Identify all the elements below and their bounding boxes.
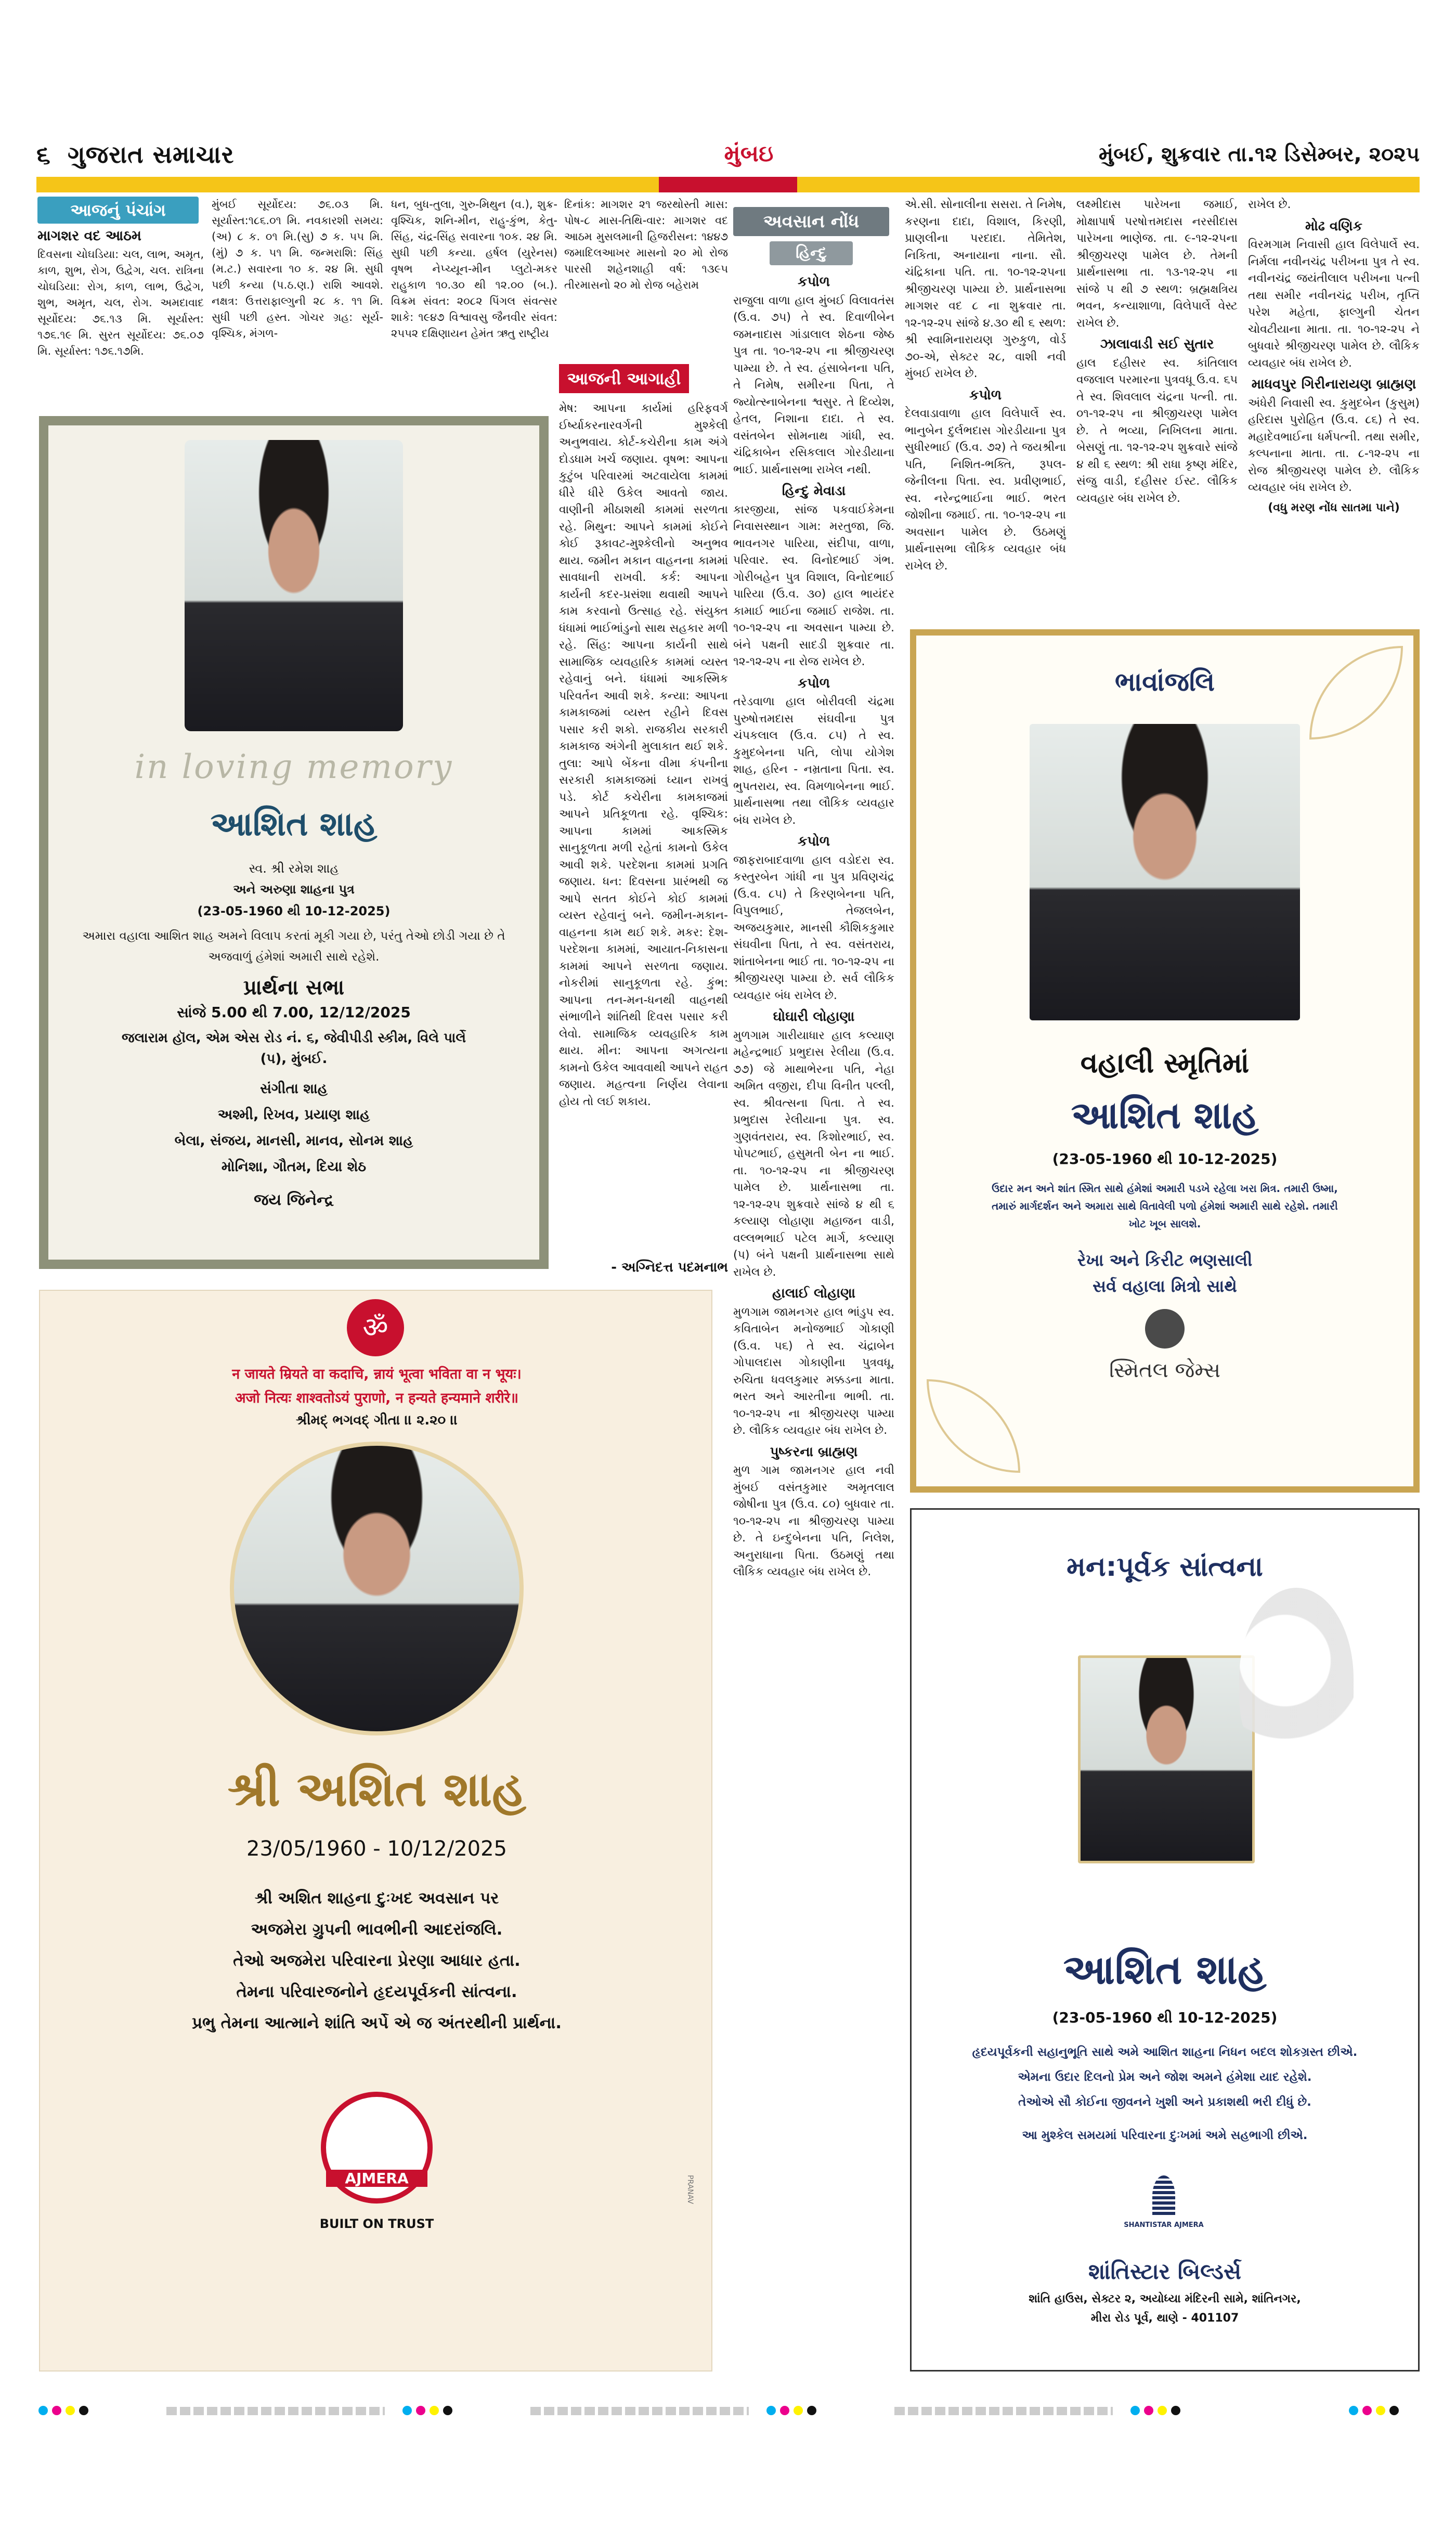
obituary-category: મોઢ વણિક	[1305, 218, 1362, 234]
shantistar-logo	[1124, 2175, 1204, 2243]
obituary-entry: લક્ષ્મીદાસ પારેખના જમાઈ, મોક્ષાપાર્ષ પરષોત્તમદાસ નરસીદાસ પારેખના ભાણેજ. તા. ૯-૧૨-૨૫ના શ્રીજીચરણ પામેલ છે. તેમની પ્રાર્થનાસભા તા. ૧૩-૧૨-૨૫ ના સાંજે ૫ થી ૭ સ્થળ: બ્રહ્મક્ષત્રિય ભવન, કન્યાશાળા, વિલેપાર્લે વેસ્ટ રાખેલ છે.	[1076, 198, 1238, 330]
tribute-line: અજમેરા ગ્રુપની ભાવભીની આદરાંજલિ.	[251, 1920, 503, 1939]
page-number: ૬	[36, 140, 50, 170]
obituary-category: માધવપુર ગિરીનારાયણ બ્રાહ્મણ	[1251, 377, 1416, 392]
lily-flower-icon	[1239, 1588, 1354, 1770]
obituary-entry: અંધેરી નિવાસી સ્વ. કુમુદબેન (કુસુમ) હરિદાસ પુરોહિત (ઉ.વ. ૮૬) તે સ્વ. મહાદેવભાઈના ધર્મપત્ની. તથા સમીર, કલ્પનાના માતા. તા. ૮-૧૨-૨૫ ના રોજ શ્રીજીચરણ પામેલ છે. લૌકિક વ્યવહાર બંધ રાખેલ છે.	[1248, 396, 1420, 494]
shloka-line: न जायते म्रियते वा कदाचि, न्नायं भूत्वा भविता वा न भूयः।	[232, 1366, 522, 1382]
panchang-section	[37, 197, 557, 410]
prayer-meeting-place: જલારામ હૉલ, એમ એસ રોડ નં. ૬, જેવીપીડી સ્કીમ, વિલે પાર્લે (પ), મુંબઈ.	[122, 1030, 466, 1067]
registration-strip	[530, 2407, 749, 2415]
obituary-entry: જાફરાબાદવાળા હાલ વડોદરા સ્વ. કસ્તુરબેન ગાંધી ના પુત્ર પ્રવિણચંદ્ર (ઉ.વ. ૮૫) તે કિરણબેનના પતિ, વિપુલભાઈ, તેજલબેન, અજયકુમાર, માનસી કૌશિકકુમાર સંઘવીના પિતા, તે સ્વ. વસંતરાય, શાંતાબેનના ભાઈ તા. ૧૦-૧૨-૨૫ ના શ્રીજીચરણ પામ્યા છે. સર્વ લૌકિક વ્યવહાર બંધ રાખેલ છે.	[733, 853, 894, 1002]
tribute-line: શ્રી અશિત શાહના દુઃખદ અવસાન પર	[254, 1889, 499, 1908]
prayer-meeting-title: પ્રાર્થના સભા	[243, 976, 345, 1000]
print-registration-bar	[36, 2402, 1420, 2422]
obituary-category: પુષ્કરના બ્રાહ્મણ	[770, 1444, 858, 1460]
obituary-category: કપોળ	[797, 834, 830, 849]
tribute-line: હૃદયપૂર્વકની સહાનુભૂતિ સાથે અમે આશિત શાહના નિધન બદલ શોકગ્રસ્ત છીએ.	[972, 2045, 1358, 2059]
newspaper-name: ગુજરાત સમાચાર	[68, 140, 235, 169]
obituary-entry: હાલ દહીસર સ્વ. કાંતિલાલ વજલાલ પરમારના પુત્રવધૂ ઉ.વ. ૬૫ તે સ્વ. શિવલાલ ચંદ્રના પત્ની. તા. ૦૧-૧૨-૨૫ ના શ્રીજીચરણ પામેલ છે. તે ભવ્યા, નિખિલના માતા. બેસણું તા. ૧૨-૧૨-૨૫ શુક્રવારે સાંજે ૪ થી ૬ સ્થળ: શ્રી રાધા કૃષ્ણ મંદિર, સંજુ વાડી, દહીસર ઈસ્ટ. લૌકિક વ્યવહાર બંધ રાખેલ છે.	[1076, 356, 1238, 505]
registration-strip	[166, 2407, 385, 2415]
obituary-entry: તરેડવાળા હાલ બોરીવલી ચંદ્રમા પુરુષોત્તમદાસ સંઘવીના પુત્ર ચંપકલાલ (ઉ.વ. ૮૫) તે સ્વ. કુમુદબેનના પતિ, લોપા યોગેશ શાહ, હરિન - નમ્રતાના પિતા. સ્વ. ભુપતરાય, સ્વ. વિમળાબેનના ભાઈ. પ્રાર્થનાસભા તથા લૌકિક વ્યવહાર બંધ રાખેલ છે.	[733, 695, 894, 827]
obituary-column-3	[1076, 197, 1238, 623]
horoscope-title: આજની આગાહી	[559, 364, 689, 393]
floral-ornament-icon	[927, 1379, 1020, 1473]
obituary-category: ઝાલાવાડી સઈ સુતાર	[1100, 336, 1214, 352]
tribute-line: તેઓ અજમેરા પરિવારના પ્રેરણા આધાર હતા.	[233, 1951, 521, 1970]
tribute-dates: 23/05/1960 - 10/12/2025	[246, 1837, 507, 1861]
registration-dots	[764, 2406, 818, 2417]
obituary-subtitle: હિન્દુ	[770, 241, 853, 265]
tribute-message: ઉદાર મન અને શાંત સ્મિત સાથે હંમેશાં અમારી પડખે રહેલા ખરા મિત્ર. તમારી ઉષ્મા, તમારું માર્ગદર્શન અને અમારા સાથે વિતાવેલી પળો હંમેશાં અમારી સાથે રહેશે. તમારી ખોટ ખૂબ સાલશે.	[992, 1182, 1338, 1230]
tribute-dates: (23-05-1960 થી 10-12-2025)	[1052, 2009, 1278, 2026]
tribute-ad-memory	[39, 416, 549, 1269]
panchang-title: આજનું પંચાંગ	[37, 197, 199, 224]
prayer-meeting-time: સાંજે 5.00 થી 7.00, 12/12/2025	[177, 1004, 411, 1021]
horoscope-text: મેષ: આપના કાર્યમાં હરિફવર્ગ ઈર્ષ્યાકરનારવર્ગની મુશ્કેલી અનુભવાય. કોર્ટ-કચેરીના કામ અંગે દોડધામ ખર્ચ જણાય. વૃષભ: આપના કુટુંબ પરિવારમાં અટવાયેલા કામમાં ધીરે ધીરે ઉકેલ આવતો જાય. વાણીની મીઠાશથી કામમાં સરળતા રહે. મિથુન: આપને કામમાં કોઈને કોઈ રૂકાવટ-મુશ્કેલીનો અનુભવ થાય. જમીન મકાન વાહનના કામમાં સાવધાની રાખવી. કર્ક: આપના કાર્યની કદર-પ્રસંશા થવાથી આપને કામ કરવાનો ઉત્સાહ રહે. સંયુક્ત ધંધામાં ભાઈભાંડુનો સાથ સહકાર મળી રહે. સિંહ: આપના કાર્યની સાથે સામાજિક વ્યવહારિક કામમાં વ્યસ્ત રહેવાનું બને. ધંધામાં આકસ્મિક પરિવર્તન આવી શકે. કન્યા: આપના કામકાજમાં વ્યસ્ત રહીને દિવસ પસાર કરી શકો. રાજકીય સરકારી કામકાજ અંગેની મુલાકાત થઈ શકે. તુલા: આપે બેંકના વીમા કંપનીના સરકારી કામકાજમાં ધ્યાન રાખવું પડે. કોર્ટ કચેરીના કામકાજમાં આપને પ્રતિકૂળતા રહે. વૃશ્ચિક: આપના કામમાં આકસ્મિક સાનુકૂળતા મળી રહેતાં કામનો ઉકેલ આવી શકે. પરદેશના કામમાં પ્રગતિ જણાય. ધન: દિવસના પ્રારંભથી જ આપે સતત કોઈને કોઈ કામમાં વ્યસ્ત રહેવાનું બને. જમીન-મકાન-વાહનના કામ થઈ શકે. મકર: દેશ-પરદેશના કામમાં, આયાત-નિકાસના કામમાં આપને સરળતા જણાય. નોકરીમાં સાનુકૂળતા રહે. કુંભ: આપના તન-મન-ધનથી વાહનથી સંભાળીને શાંતિથી દિવસ પસાર કરી લેવો. સામાજિક વ્યવહારિક કામ થાય. મીન: આપના અગત્યના કામનો ઉકેલ આવવાથી આપને રાહત જણાય. મહત્વના નિર્ણય લેવાના હોય તો લઈ શકાય.	[559, 402, 728, 1108]
tribute-line: આ મુશ્કેલ સમયમાં પરિવારના દુઃખમાં અમે સહભાગી છીએ.	[1022, 2129, 1308, 2142]
tribute-relation: અને અરુણા શાહના પુત્ર	[233, 882, 355, 897]
obituary-category: કપોળ	[797, 274, 830, 290]
registration-dots	[1347, 2406, 1401, 2417]
family-name: અશ્મી, રિખવ, પ્રયાણ શાહ	[217, 1107, 370, 1123]
tribute-ad-bhavanjali	[910, 629, 1420, 1493]
registration-dots	[36, 2406, 90, 2417]
ajmera-logo-text: AJMERA	[326, 2170, 427, 2187]
floral-ornament-icon	[1309, 646, 1403, 740]
tribute-photo	[1078, 1655, 1255, 1863]
obituary-entry: મુળ ગામ જામનગર હાલ નવી મુંબઈ વસંતકુમાર અમૃતલાલ જોષીના પુત્ર (ઉ.વ. ૮૦) બુધવાર તા. ૧૦-૧૨-૨૫ ના શ્રીજીચરણ પામ્યા છે. તે ઇન્દુબેનના પતિ, નિલેશ, અનુરાધાના પિતા. ઉઠમણું તથા લૌકિક વ્યવહાર બંધ રાખેલ છે.	[733, 1464, 894, 1578]
gem-logo-icon	[1145, 1309, 1185, 1349]
tribute-dates: (23-05-1960 થી 10-12-2025)	[197, 904, 391, 918]
design-credit: PRANAV	[686, 2175, 694, 2204]
horoscope-author: - અગ્નિદત્ત પદમનાભ	[611, 1260, 728, 1275]
obituary-entry: રાજુલા વાળા હાલ મુંબઈ વિલાવતંસ (ઉ.વ. ૭૫) તે સ્વ. દિવાળીબેન જમનાદાસ ગાંડાલાલ શેઠના જેષ્ઠ પુત્ર તા. ૧૦-૧૨-૨૫ ના શ્રીજીચરણ પામ્યા છે. તે સ્વ. હંસાબેનના પતિ, તે નિમેષ, સમીરના પિતા, તે જ્યોત્સ્નાબેનના શ્વસુર. તે દિવ્યેશ, હેતલ, નિશાના દાદા. તે સ્વ. વસંતબેન સોમનાથ ગાંધી, સ્વ. ચંદ્રિકાબેન રસિકલાલ ગોરડીયાના ભાઈ. પ્રાર્થનાસભા રાખેલ નથી.	[733, 294, 894, 476]
tribute-photo	[185, 440, 403, 731]
building-icon	[1152, 2175, 1175, 2217]
shloka-line: अजो नित्यः शाश्वतोऽयं पुराणो, न हन्यते हन्यमाने शरीरे॥	[235, 1390, 519, 1406]
tribute-line: એમના ઉદાર દિલનો પ્રેમ અને જોશ અમને હંમેશા યાદ રહેશે.	[1018, 2070, 1312, 2084]
panchang-month: માગશર વદ આઠમ	[37, 228, 141, 244]
obituary-entry: વિરમગામ નિવાસી હાલ વિલેપાર્લે સ્વ. નિર્મલા નવીનચંદ્ર પરીખના પુત્ર તે સ્વ. નવીનચંદ્ર જયંતીલાલ પરીખના પત્ની તથા સમીર નવીનચંદ્ર પરીખ, તૃપ્તિ પરેશ મહેતા, ફાલ્ગુની ચેતન ચોવટીયાના માતા. તા. ૧૦-૧૨-૨૫ ને બુધવારે શ્રીજીચરણ પામેલ છે. લૌકિક વ્યવહાર બંધ રાખેલ છે.	[1248, 238, 1420, 370]
obituary-title: અવસાન નોંધ	[733, 207, 889, 236]
obituary-column-4	[1248, 197, 1420, 623]
obituary-entry: મુળગામ ગારીયાધાર હાલ કલ્યાણ મહેન્દ્રભાઈ પ્રભુદાસ રેલીયા (ઉ.વ. ૭૭) જે માથાભેરના પતિ, નેહા અમિત વજીરા, દીપા વિનીત પલ્લી, સ્વ. શ્રીવત્સના પિતા. તે સ્વ. પ્રભુદાસ રેલીયાના પુત્ર. સ્વ. ગુણવંતરાય, સ્વ. કિશોરભાઈ, સ્વ. પોપટભાઈ, હસુમતી બેન ના ભાઈ. તા. ૧૦-૧૨-૨૫ ના શ્રીજીચરણ પામેલ છે. પ્રાર્થનાસભા તા. ૧૨-૧૨-૨૫ શુક્રવારે સાંજે ૪ થી ૬ કલ્યાણ લોહાણા મહાજન વાડી, વલ્લભભાઈ પટેલ માર્ગ, કલ્યાણ (પ) બંને પક્ષની પ્રાર્થનાસભા સાથે રાખેલ છે.	[733, 1029, 894, 1279]
obituary-entry: એ.સી. સોનાલીના સસરા. તે નિમેષ, કરણના દાદા, વિશાલ, કિરણી, પ્રાણલીના પરદાદા. તેમિતેશ, નિકિતા, અનાયાના નાના. સૌ. ચંદ્રિકાના પતિ. તા. ૧૦-૧૨-૨૫ના શ્રીજીચરણ પામ્યા છે. પ્રાર્થનાસભા માગશર વદ ૮ ના શુક્રવાર તા. ૧૨-૧૨-૨૫ સાંજે ૪.૩૦ થી ૬ સ્થળ: શ્રી સ્વામિનારાયણ ગુરુકુળ, વોર્ડ ૭૦-એ, સેક્ટર ૨૮, વાશી નવી મુંબઈ રાખેલ છે.	[905, 198, 1066, 380]
registration-strip	[894, 2407, 1113, 2415]
tribute-photo	[230, 1442, 524, 1735]
panchang-col-2: મુંબઈ સૂર્યોદય: ૭૬.૦૩ મિ. સૂર્યાસ્ત:૧૮૬.૦૧ મિ. નવકારશી સમય: (અ) ૮ ક. ૦૧ મિ.(સુ) ૭ ક. ૫૫ મિ. (મું) ૭ ક. ૫૧ મિ. જન્મરાશિ: સિંહ (મ.ટ.) સવારના ૧૦ ક. ૨૪ મિ. સુધી પછી કન્યા (પ.ઠ.ણ.) રાશિ આવશે. નક્ષત્ર: ઉત્તરાફાલ્ગુની ૨૮ ક. ૧૧ મિ. સુધી પછી હસ્ત. ગોચર ગ્રહ: સૂર્ય-વૃશ્ચિક, મંગળ-	[212, 198, 383, 340]
memory-caption: in loving memory	[134, 748, 453, 786]
obituary-entry: રાખેલ છે.	[1248, 198, 1291, 211]
tribute-from: રેખા અને કિરીટ ભણસાલી	[1077, 1250, 1253, 1270]
family-name: બેલા, સંજય, માનસી, માનવ, સોનમ શાહ	[174, 1133, 413, 1149]
panchang-col-4: દિનાંક: માગશર ૨૧ જરથોસ્તી માસ: પોષ-૮ માસ-તિથિ-વાર: માગશર વદ આઠમ મુસલમાની હિજરીસન: ૧૪૪૭ જમાદિલઆખર માસનો ૨૦ મો રોજ પારસી શહેનશાહી વર્ષ: ૧૩૯૫ તીરમાસનો ૨૦ મો રોજ બહેરામ	[564, 198, 728, 291]
panchang-col-1: દિવસના ચોઘડિયા: ચલ, લાભ, અમૃત, કાળ, શુભ, રોગ, ઉદ્વેગ, ચલ. રાત્રિના ચોઘડિયા: રોગ, કાળ, લાભ, ઉદ્વેગ, શુભ, અમૃત, ચલ, રોગ. અમદાવાદ સૂર્યોદય: ૭૬.૧૩ મિ. સૂર્યાસ્ત: ૧૭૬.૧૯ મિ. સુરત સૂર્યોદય: ૭૬.૦૭ મિ. સૂર્યાસ્ત: ૧૭૬.૧૭મિ.	[37, 248, 204, 357]
family-name: સંગીતા શાહ	[260, 1081, 328, 1097]
om-icon: ॐ	[347, 1299, 404, 1356]
tribute-closing: જય જિનેન્દ્ર	[254, 1191, 334, 1209]
obituary-category: હિન્દુ મેવાડા	[782, 483, 846, 499]
shantistar-logo-text: SHANTISTAR AJMERA	[1124, 2221, 1204, 2229]
tribute-relation: સ્વ. શ્રી રમેશ શાહ	[249, 861, 339, 876]
company-name: શાંતિસ્ટાર બિલ્ડર્સ	[1088, 2259, 1241, 2284]
ajmera-logo	[321, 2092, 433, 2204]
ajmera-tagline: BUILT ON TRUST	[319, 2217, 434, 2231]
obituary-column-1	[733, 269, 894, 2464]
company-address: મીરા રોડ પૂર્વ, થાણે - 401107	[1090, 2312, 1239, 2325]
obituary-entry: મુળગામ જામનગર હાલ ભાંડુપ સ્વ. કવિતાબેન મનોજભાઈ ગોકાણી (ઉ.વ. ૫૬) તે સ્વ. ચંદ્રાબેન ગોપાલદાસ ગોકાણીના પુત્રવધૂ, રુચિતા ધવલકુમાર મક્કડના માતા. ભરત અને આરતીના ભાભી. તા. ૧૦-૧૨-૨૫ ના શ્રીજીચરણ પામ્યા છે. લૌકિક વ્યવહાર બંધ રાખેલ છે.	[733, 1305, 894, 1437]
tribute-ad-ajmera	[39, 1290, 712, 2372]
tribute-line: તેમના પરિવારજનોને હૃદયપૂર્વકની સાંત્વના.	[236, 1982, 517, 2001]
tribute-line: તેઓએ સૌ કોઈના જીવનને ખુશી અને પ્રકાશથી ભરી દીધું છે.	[1018, 2095, 1311, 2109]
tribute-name: આશિત શાહ	[1071, 1093, 1259, 1137]
shloka-reference: શ્રીમદ્ ભગવદ્ ગીતા ।। ૨.૨૦ ।।	[295, 1412, 458, 1428]
tribute-from: સર્વ વહાલા મિત્રો સાથે	[1093, 1276, 1237, 1296]
tribute-ad-condolence	[910, 1508, 1420, 2372]
horoscope-section	[559, 364, 728, 1285]
tribute-name: આશિત શાહ	[210, 805, 378, 844]
registration-dots	[400, 2406, 454, 2417]
obituary-entry: દેલવાડાવાળા હાલ વિલેપાર્લે સ્વ. ભાનુબેન દુર્લભદાસ ગોરડીયાના પુત્ર સુધીરભાઈ (ઉ.વ. ૭૨) તે જયશ્રીના પતિ, નિશિત-ભક્તિ, રૂપલ-જેનીલના પિતા. સ્વ. પ્રવીણભાઈ, સ્વ. નરેન્દ્રભાઈના ભાઈ. ભરત જોશીના જમાઈ. તા. ૧૦-૧૨-૨૫ ના અવસાન પામેલ છે. ઉઠમણું પ્રાર્થનાસભા લૌકિક વ્યવહાર બંધ રાખેલ છે.	[905, 407, 1066, 573]
tribute-name: આશિત શાહ	[1063, 1947, 1267, 1993]
obituary-continued-note: (વધુ મરણ નોંધ સાતમા પાને)	[1268, 501, 1400, 514]
tribute-name: શ્રી અશિત શાહ	[227, 1761, 526, 1817]
family-name: મોનિશા, ગૌતમ, દિયા શેઠ	[221, 1159, 367, 1175]
section-tag: મુંબઇ	[724, 140, 774, 167]
tribute-line: પ્રભુ તેમના આત્માને શાંતિ અર્પે એ જ અંતરથીની પ્રાર્થના.	[191, 2014, 562, 2032]
company-logo-text: સ્મિતલ જેમ્સ	[1109, 1358, 1220, 1382]
obituary-column-2	[905, 197, 1066, 623]
obituary-category: ઘોઘારી લોહાણા	[773, 1009, 855, 1025]
obituary-entry: કારજીયા, સાંજ પકવાઈકેમના નિવાસસ્થાન ગામ: મરતુજા, જિ. ભાવનગર પારિયા, સંદીપા, વાળા, પરિવાર. સ્વ. વિનોદભાઈ ગંભ. ગોરીબહેન પુત્ર વિશાલ, વિનોદભાઈ પારિયા (ઉ.વ. ૩૦) હાલ ભાયંદર કામાઈ ભાઈના જમાઈ રાજેશ. તા. ૧૦-૧૨-૨૫ ના અવસાન પામ્યા છે. બંને પક્ષની સાદડી શુક્રવાર તા. ૧૨-૧૨-૨૫ ના રોજ રાખેલ છે.	[733, 503, 894, 668]
tribute-title: ભાવાંજલિ	[1114, 667, 1215, 697]
tribute-memory-inner	[48, 425, 539, 1260]
tribute-title: મન:પૂર્વક સાંત્વના	[1067, 1551, 1263, 1583]
tribute-subtitle: વહાલી સ્મૃતિમાં	[1080, 1046, 1250, 1079]
obituary-category: કપોળ	[969, 387, 1002, 403]
header-rule	[36, 177, 1420, 192]
tribute-dates: (23-05-1960 થી 10-12-2025)	[1052, 1150, 1278, 1168]
registration-dots	[1128, 2406, 1182, 2417]
date-line: મુંબઈ, શુક્રવાર તા.૧૨ ડિસેમ્બર, ૨૦૨૫	[1098, 142, 1420, 166]
obituary-category: હાલાઈ લોહાણા	[772, 1286, 856, 1301]
tribute-message: અમારા વહાલા આશિત શાહ અમને વિલાપ કરતાં મૂકી ગયા છે, પરંતુ તેઓ છોડી ગયા છે તે અજવાળું હંમેશાં અમારી સાથે રહેશે.	[82, 929, 505, 964]
tribute-photo	[1030, 724, 1300, 1020]
obituary-category: કપોળ	[797, 675, 830, 691]
panchang-col-3: ધન, બુધ-તુલા, ગુરુ-મિથુન (વ.), શુક્ર-વૃશ્ચિક, શનિ-મીન, રાહુ-કુંભ, કેતુ-સિંહ, ચંદ્ર-સિંહ સવારના ૧૦ક. ૨૪ મિ. સુધી પછી કન્યા. હર્ષલ (યુરેનસ) વૃષભ નેપ્ચ્યૂન-મીન પ્લુટો-મકર રાહુકાળ ૧૦.૩૦ થી ૧૨.૦૦ (બ.). વિક્રમ સંવત: ૨૦૮૨ પિંગલ સંવત્સર શાકે: ૧૯૪૭ વિશ્વાવસુ જૈનવીર સંવત: ૨૫૫૨ દક્ષિણાયન હેમંત ઋતુ રાષ્ટ્રીય	[391, 198, 557, 340]
masthead	[36, 140, 1420, 172]
company-address: શાંતિ હાઉસ, સેક્ટર ૨, અયોધ્યા મંદિરની સામે, શાંતિનગર,	[1029, 2292, 1301, 2305]
